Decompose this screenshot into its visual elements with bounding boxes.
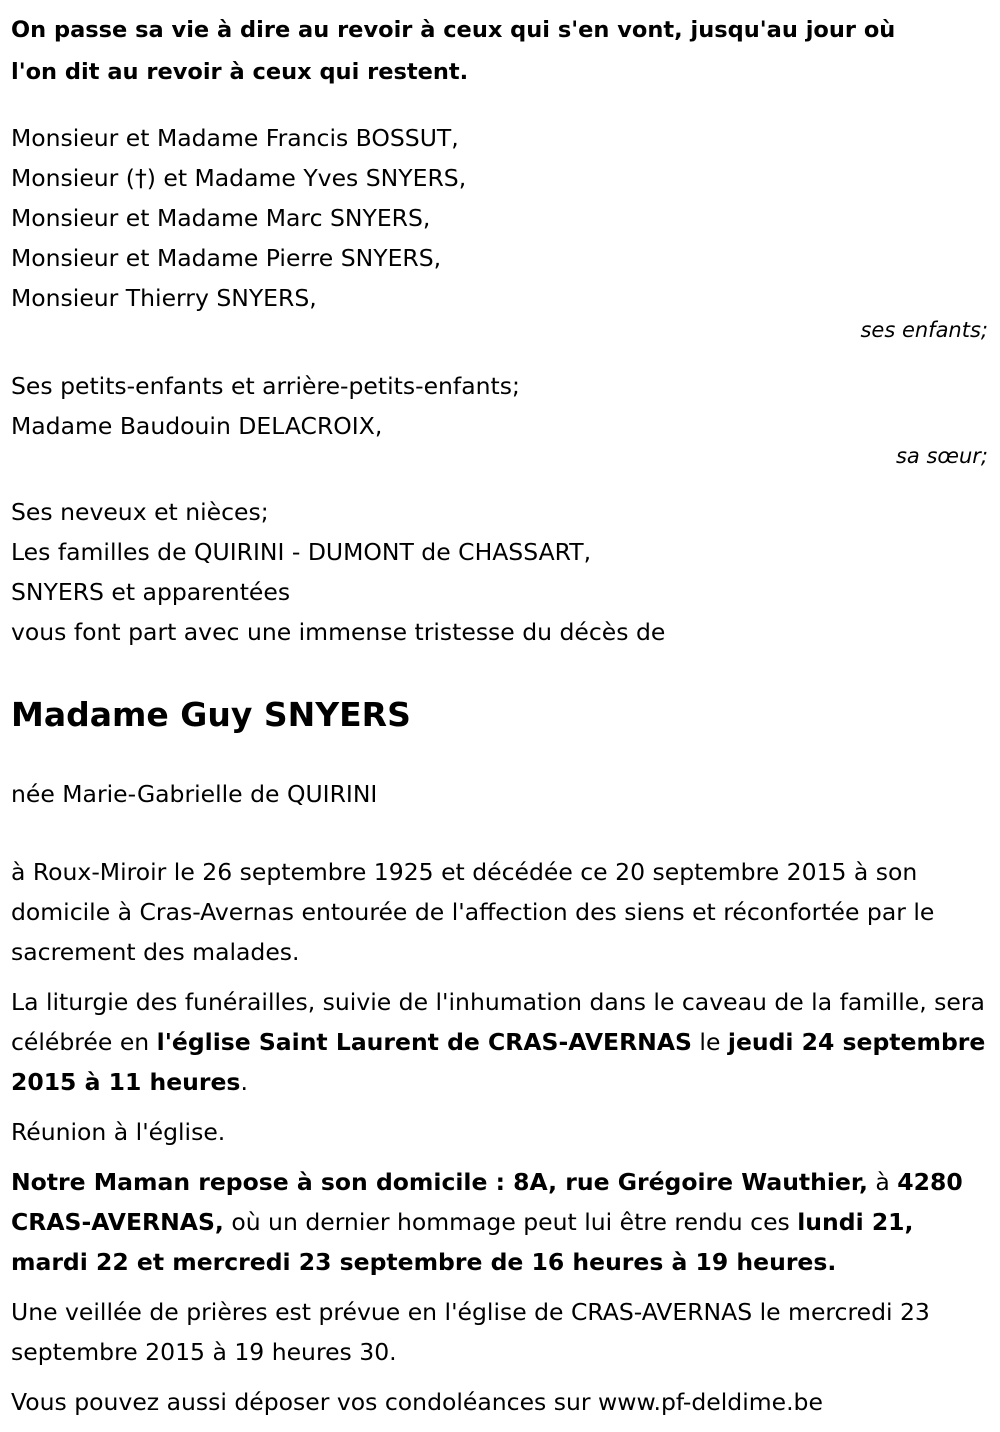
child-line: Monsieur et Madame Marc SNYERS, — [11, 204, 431, 232]
vigil-paragraph — [11, 1292, 991, 1372]
rest-paragraph — [11, 1162, 991, 1282]
child-line: Monsieur et Madame Pierre SNYERS, — [11, 244, 442, 272]
funeral-date: jeudi 24 septembre 2015 à 11 heures — [11, 1028, 986, 1096]
rest-text: où un dernier hommage peut lui être rendu ces — [223, 1208, 798, 1236]
quote-line-1: On passe sa vie à dire au revoir à ceux qui s'en vont, jusqu'au jour où — [11, 17, 896, 43]
relatives-line: Les familles de QUIRINI - DUMONT de CHASSART, — [11, 538, 592, 566]
rest-text: à — [867, 1168, 898, 1196]
birth-death-text: à Roux-Miroir le 26 septembre 1925 et décédée ce 20 septembre 2015 à son domicile à Cras-Avernas entourée de l'affection des siens et réconfortée par le sacrement des malades. — [11, 858, 935, 966]
opening-quote — [11, 0, 991, 93]
child-line: Monsieur et Madame Francis BOSSUT, — [11, 124, 459, 152]
sister-line: Madame Baudouin DELACROIX, — [11, 412, 383, 440]
condolences-url: www.pf-deldime.be — [598, 1388, 823, 1416]
condolences-paragraph — [11, 1382, 991, 1422]
sister-role: sa sœur; — [895, 444, 988, 468]
funeral-text: La liturgie des funérailles, suivie de l'inhumation dans le caveau de la famille, sera célébrée en — [11, 988, 985, 1056]
grandchildren-line: Ses petits-enfants et arrière-petits-enfants; — [11, 372, 520, 400]
child-line: Monsieur Thierry SNYERS, — [11, 284, 317, 312]
vigil-text: Une veillée de prières est prévue en l'église de CRAS-AVERNAS le mercredi 23 septembre 2015 à 19 heures 30. — [11, 1298, 930, 1366]
child-line: Monsieur (†) et Madame Yves SNYERS, — [11, 164, 467, 192]
deceased-name: Madame Guy SNYERS — [11, 695, 411, 734]
quote-line-2: l'on dit au revoir à ceux qui restent. — [11, 59, 469, 85]
condolences-text: Vous pouvez aussi déposer vos condoléances sur — [11, 1388, 599, 1416]
funeral-place: l'église Saint Laurent de CRAS-AVERNAS — [156, 1028, 692, 1056]
meeting-paragraph — [11, 1112, 991, 1152]
birth-death-paragraph — [11, 852, 991, 972]
funeral-text: le — [691, 1028, 728, 1056]
relatives-line: Ses neveux et nièces; — [11, 498, 269, 526]
announcement-line: vous font part avec une immense tristesse du décès de — [11, 618, 666, 646]
funeral-paragraph — [11, 982, 991, 1102]
rest-city: 4280 CRAS-AVERNAS, — [11, 1168, 963, 1236]
rest-visiting-hours: lundi 21, mardi 22 et mercredi 23 septembre de 16 heures à 19 heures. — [11, 1208, 914, 1276]
family-announcement — [11, 118, 991, 652]
birth-name: née Marie-Gabrielle de QUIRINI — [11, 780, 378, 808]
funeral-text: . — [240, 1068, 248, 1096]
obituary-content — [11, 0, 991, 1432]
relatives-line: SNYERS et apparentées — [11, 578, 291, 606]
meeting-text: Réunion à l'église. — [11, 1118, 226, 1146]
children-role: ses enfants; — [860, 318, 988, 342]
rest-address: Notre Maman repose à son domicile : 8A, rue Grégoire Wauthier, — [11, 1168, 868, 1196]
